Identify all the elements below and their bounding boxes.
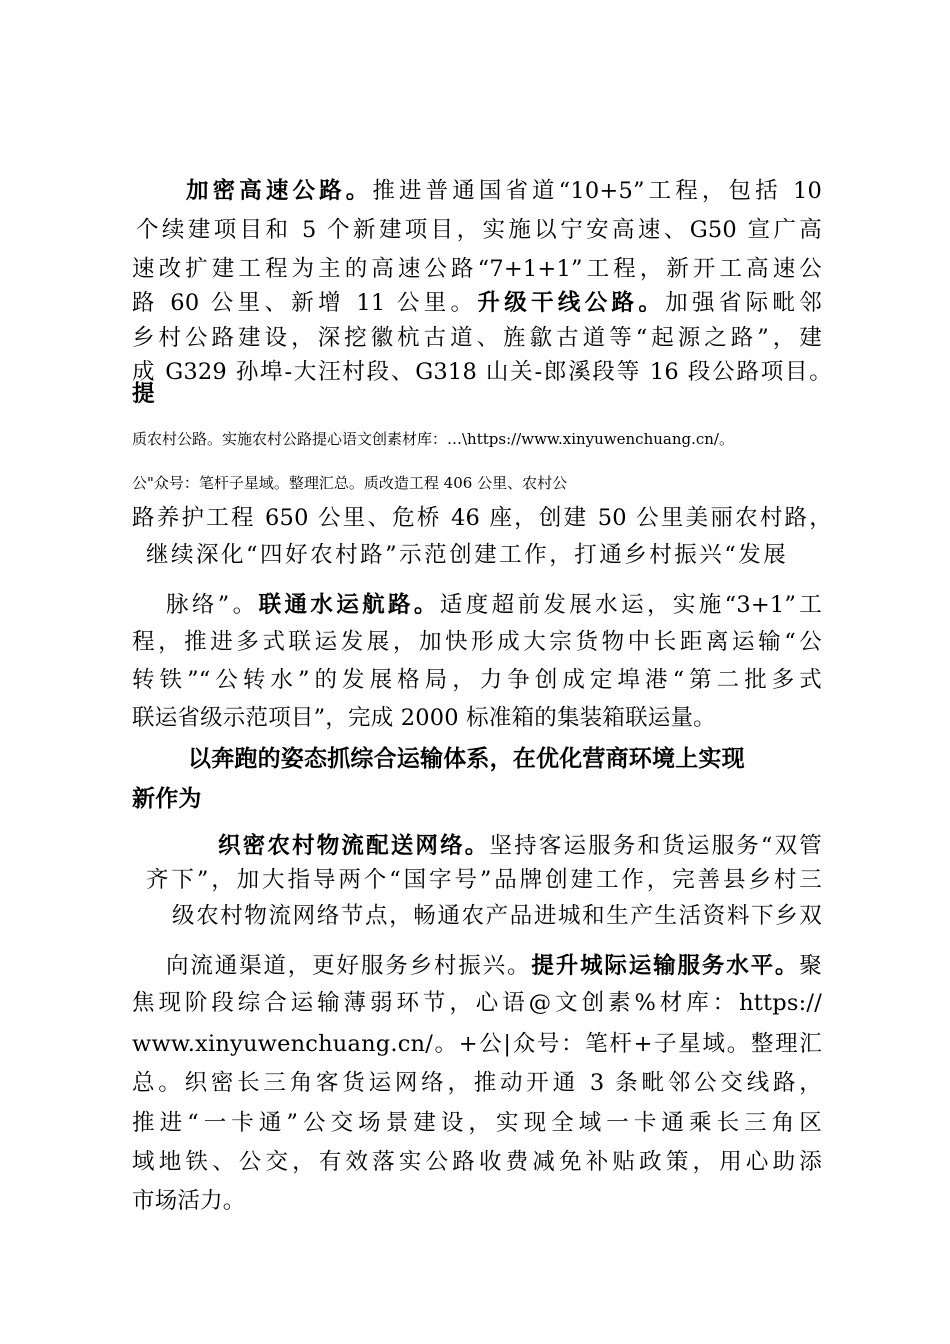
heading-intercity: 提升城际运输服务水平。 <box>531 953 800 979</box>
p3-line-8: 推进“一卡通”公交场景建设，实现全域一卡通乘长三角区 <box>132 1110 822 1136</box>
p3-line-2: 齐下”，加大指导两个“国字号”品牌创建工作，完善县乡村三 <box>146 867 822 893</box>
p3-line-4: 向流通渠道，更好服务乡村振兴。提升城际运输服务水平。聚 <box>166 953 822 979</box>
section-heading-line-2: 新作为 <box>132 786 202 812</box>
p1-line-1: 加密高速公路。推进普通国省道“10+5”工程，包括 10 <box>186 178 822 204</box>
p3-line-7: 总。织密长三角客货运网络，推动开通 3 条毗邻公交线路， <box>132 1070 822 1096</box>
p1-line-4: 路 60 公里、新增 11 公里。升级干线公路。加强省际毗邻 <box>132 290 822 316</box>
p2-line-5: 转铁”“公转水”的发展格局，力争创成定埠港“第二批多式 <box>132 667 822 693</box>
watermark-line-1: 质农村公路。实施农村公路提心语文创素材库：…\https://www.xinyuwenchuang.cn/。 <box>132 430 734 448</box>
p3-line-5: 焦现阶段综合运输薄弱环节，心语@文创素%材库：https:// <box>132 990 822 1016</box>
p3-line-10: 市场活力。 <box>132 1188 246 1214</box>
p1-line-2: 个续建项目和 5 个新建项目，实施以宁安高速、G50 宣广高 <box>136 217 822 243</box>
p3-line-9: 域地铁、公交，有效落实公路收费减免补贴政策，用心助添 <box>132 1149 822 1175</box>
p3-line-6: www.xinyuwenchuang.cn/。+公|众号：笔杆+子星域。整理汇 <box>132 1031 822 1057</box>
p3-line-3: 级农村物流网络节点，畅通农产品进城和生产生活资料下乡双 <box>172 903 822 929</box>
heading-waterway: 联通水运航路。 <box>258 592 440 618</box>
p1-line-3: 速改扩建工程为主的高速公路“7+1+1”工程，新开工高速公 <box>132 256 822 282</box>
heading-logistics: 织密农村物流配送网络。 <box>218 833 490 859</box>
p2-line-6: 联运省级示范项目”，完成 2000 标准箱的集装箱联运量。 <box>132 705 716 731</box>
p2-line-3: 脉络”。联通水运航路。适度超前发展水运，实施“3+1”工 <box>166 592 823 618</box>
p1-line-5: 乡村公路建设，深挖徽杭古道、旌歙古道等“起源之路”，建 <box>132 325 822 351</box>
p1-line-7: 提 <box>132 381 155 407</box>
p1-line-6: 成 G329 孙埠-大汪村段、G318 山关-郎溪段等 16 段公路项目。 <box>132 359 832 385</box>
heading-trunk-road: 升级干线公路。 <box>477 290 666 316</box>
p2-line-4: 程，推进多式联运发展，加快形成大宗货物中长距离运输“公 <box>132 629 822 655</box>
p3-line-1: 织密农村物流配送网络。坚持客运服务和货运服务“双管 <box>218 833 822 859</box>
watermark-line-2: 公"众号：笔杆子星域。整理汇总。质改造工程 406 公里、农村公 <box>132 474 568 492</box>
p2-line-1: 路养护工程 650 公里、危桥 46 座，创建 50 公里美丽农村路， <box>132 505 832 531</box>
section-heading: 以奔跑的姿态抓综合运输体系，在优化营商环境上实现 <box>188 746 745 772</box>
p2-line-2: 继续深化“四好农村路”示范创建工作，打通乡村振兴“发展 <box>146 542 786 568</box>
heading-highway: 加密高速公路。 <box>186 178 373 204</box>
